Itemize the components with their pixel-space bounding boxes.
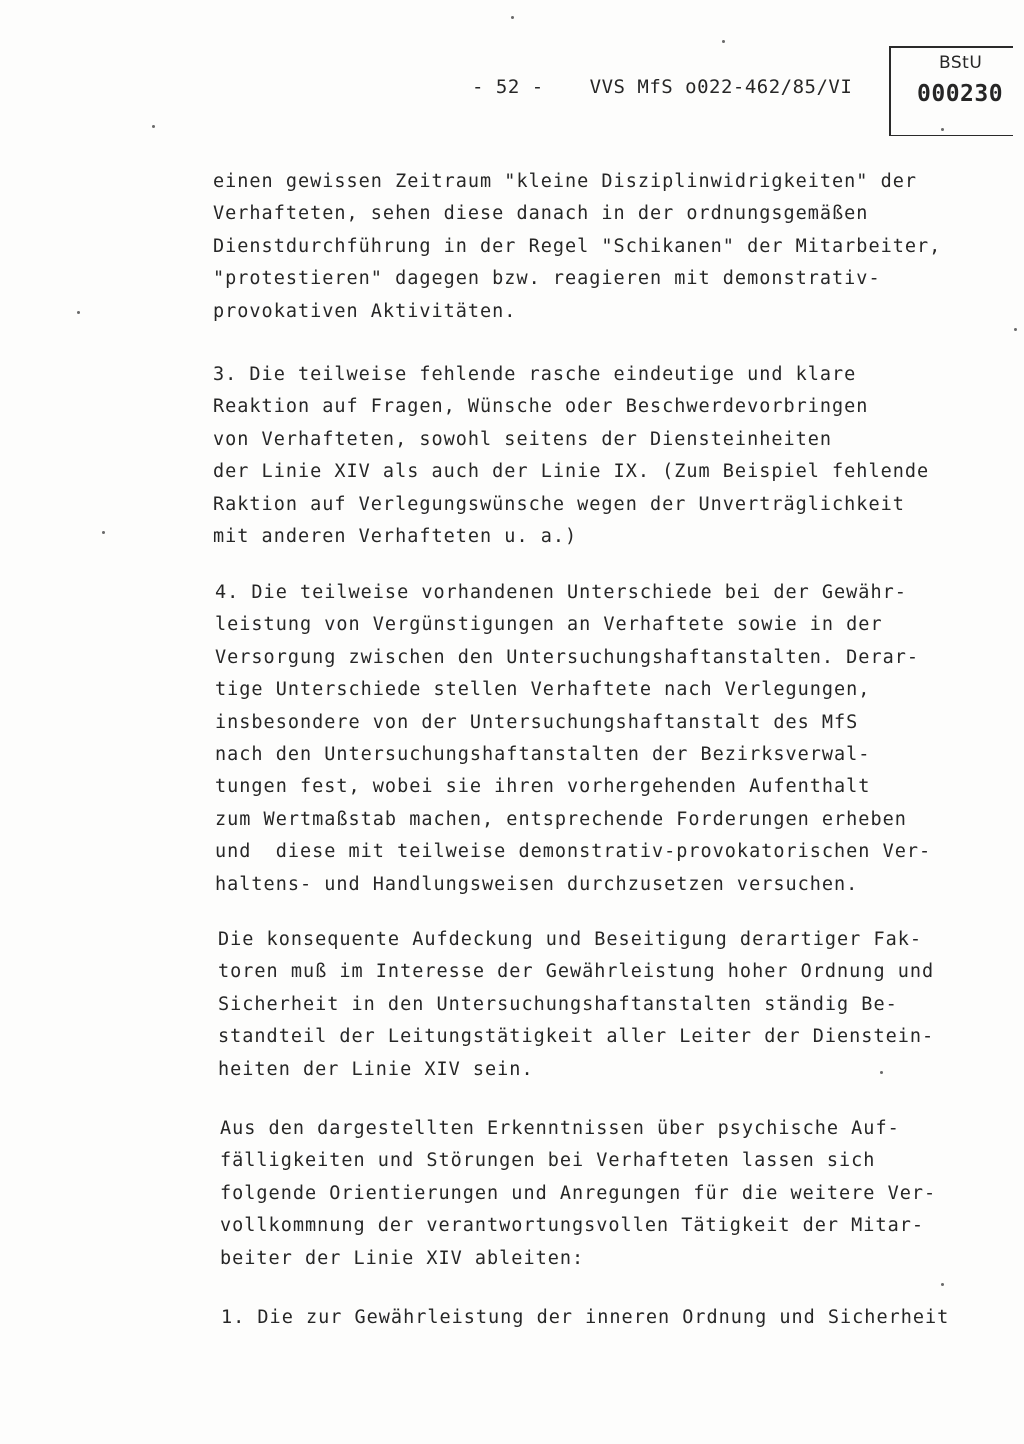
scan-speck xyxy=(152,125,155,128)
stamp-org: BStU xyxy=(939,53,983,73)
paragraph-4 xyxy=(218,924,934,1086)
text-line: toren muß im Interesse der Gewährleistung hoher Ordnung und xyxy=(218,961,935,983)
paragraph-3 xyxy=(215,577,931,901)
text-line: nach den Untersuchungshaftanstalten der Bezirksverwal- xyxy=(215,744,871,766)
text-line: 1. Die zur Gewährleistung der inneren Ordnung und Sicherheit xyxy=(221,1307,950,1328)
text-line: fälligkeiten und Störungen bei Verhafteten lassen sich xyxy=(220,1150,876,1172)
text-line: Die konsequente Aufdeckung und Beseitigung derartiger Fak- xyxy=(218,929,923,950)
paragraph-2 xyxy=(213,359,929,553)
text-line: tungen fest, wobei sie ihren vorhergehenden Aufenthalt xyxy=(215,776,871,798)
text-line: von Verhafteten, sowohl seitens der Diensteinheiten xyxy=(213,428,833,450)
text-line: der Linie XIV als auch der Linie IX. (Zum Beispiel fehlende xyxy=(213,461,930,483)
text-line: 3. Die teilweise fehlende rasche eindeutige und klare xyxy=(213,364,857,385)
scan-speck xyxy=(102,531,105,534)
text-line: und diese mit teilweise demonstrativ-provokatorischen Ver- xyxy=(215,841,932,863)
text-line: folgende Orientierungen und Anregungen für die weitere Ver- xyxy=(220,1182,937,1204)
text-line: tige Unterschiede stellen Verhaftete nach Verlegungen, xyxy=(215,679,871,701)
text-line: Aus den dargestellten Erkenntnissen über psychische Auf- xyxy=(220,1118,900,1139)
text-line: haltens- und Handlungsweisen durchzusetzen versuchen. xyxy=(215,873,859,895)
text-line: insbesondere von der Untersuchungshaftanstalt des MfS xyxy=(215,711,859,733)
archive-stamp xyxy=(889,46,1013,136)
scan-speck xyxy=(1014,328,1017,331)
text-line: leistung von Vergünstigungen an Verhaftete sowie in der xyxy=(215,614,883,636)
scan-speck xyxy=(941,128,944,131)
text-line: vollkommnung der verantwortungsvollen Tätigkeit der Mitar- xyxy=(220,1215,925,1237)
text-line: 4. Die teilweise vorhandenen Unterschiede bei der Gewähr- xyxy=(215,582,907,603)
text-line: "protestieren" dagegen bzw. reagieren mit demonstrativ- xyxy=(213,268,881,290)
text-line: Raktion auf Verlegungswünsche wegen der Unverträglichkeit xyxy=(213,493,905,515)
text-line: Verhafteten, sehen diese danach in der ordnungsgemäßen xyxy=(213,203,869,225)
text-line: einen gewissen Zeitraum "kleine Disziplinwidrigkeiten" der xyxy=(213,171,918,192)
text-line: heiten der Linie XIV sein. xyxy=(218,1058,534,1080)
text-line: mit anderen Verhafteten u. a.) xyxy=(213,526,578,548)
text-line: Reaktion auf Fragen, Wünsche oder Beschwerdevorbringen xyxy=(213,396,869,418)
paragraph-1 xyxy=(213,166,941,328)
page-number: - 52 - xyxy=(472,76,544,98)
text-line: zum Wertmaßstab machen, entsprechende Forderungen erheben xyxy=(215,808,907,830)
document-reference: VVS MfS o022-462/85/VI xyxy=(589,76,853,98)
scan-speck xyxy=(941,1283,944,1286)
paragraph-5 xyxy=(220,1113,936,1275)
page-header xyxy=(472,76,852,98)
scan-speck xyxy=(511,16,514,19)
text-line: Dienstdurchführung in der Regel "Schikanen" der Mitarbeiter, xyxy=(213,235,942,257)
paragraph-6 xyxy=(221,1302,949,1334)
text-line: provokativen Aktivitäten. xyxy=(213,300,517,322)
scan-speck xyxy=(722,40,725,43)
text-line: Sicherheit in den Untersuchungshaftanstalten ständig Be- xyxy=(218,993,898,1015)
text-line: Versorgung zwischen den Untersuchungshaftanstalten. Derar- xyxy=(215,646,920,668)
stamp-number: 000230 xyxy=(917,81,1004,107)
text-line: standteil der Leitungstätigkeit aller Leiter der Dienstein- xyxy=(218,1026,935,1048)
scan-speck xyxy=(77,311,80,314)
scan-speck xyxy=(880,1071,883,1074)
text-line: beiter der Linie XIV ableiten: xyxy=(220,1247,585,1269)
